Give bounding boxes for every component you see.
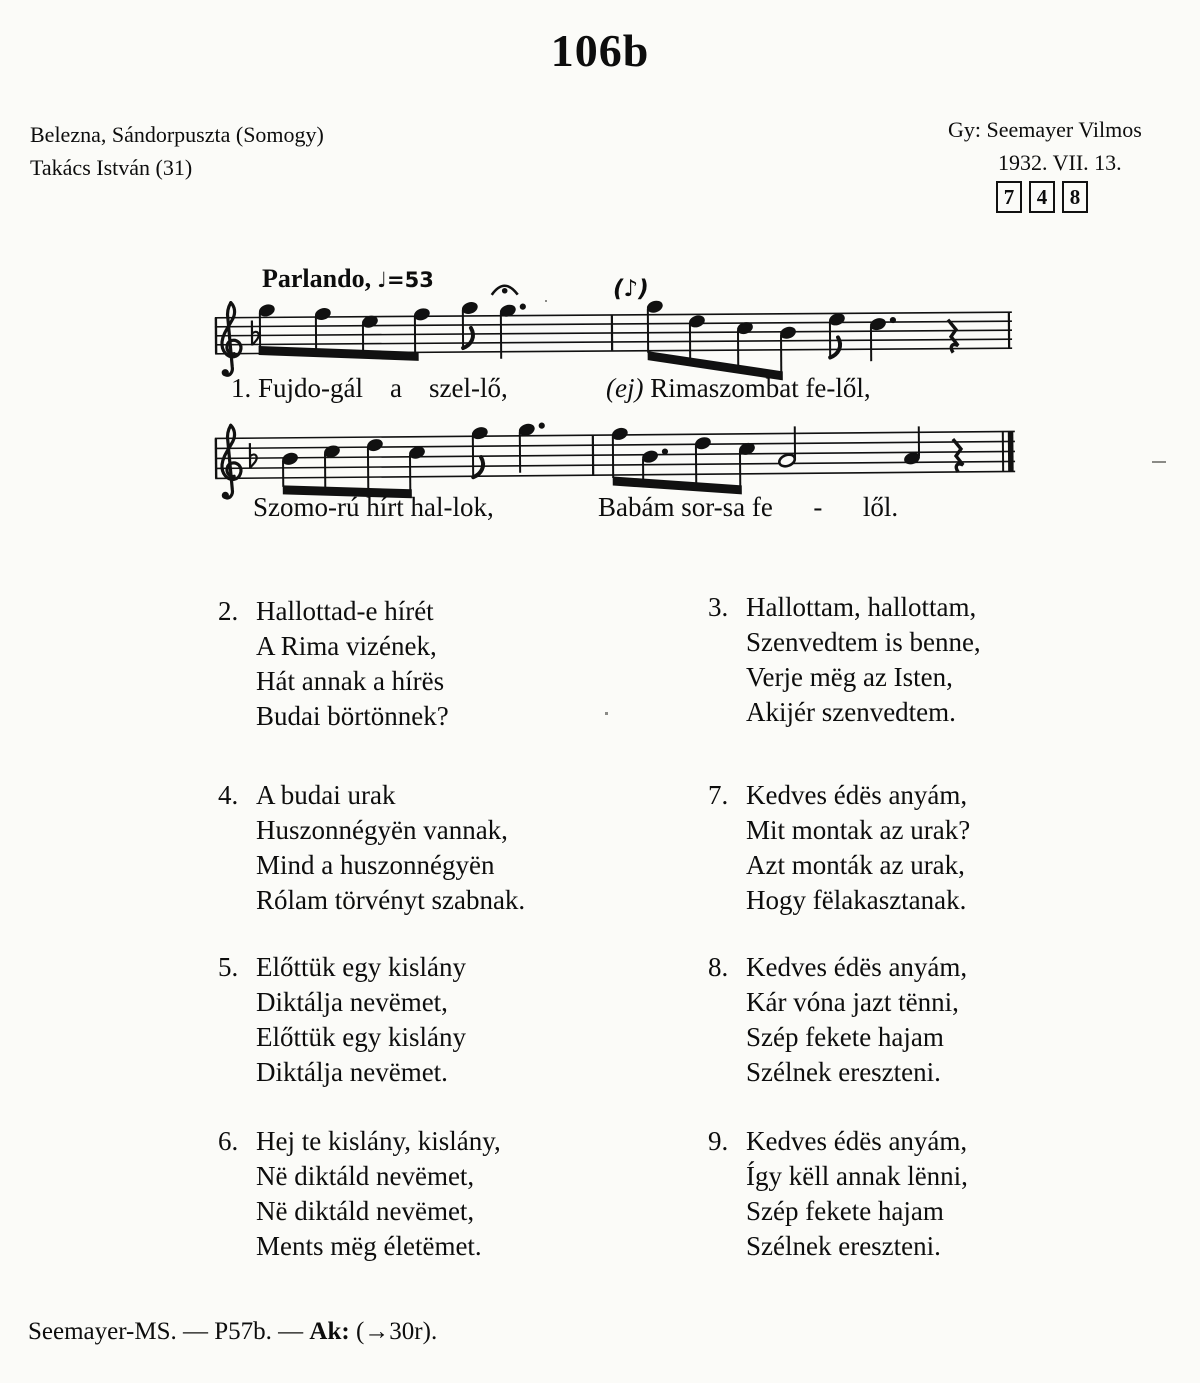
flag: [463, 328, 473, 348]
grace-note-indicator: (♪): [613, 276, 649, 302]
code-box: 8: [1062, 181, 1088, 213]
scan-artifact: [1152, 461, 1166, 463]
verse-block-3: [708, 590, 981, 730]
eighth-note: [471, 426, 489, 477]
eighth-note: [828, 312, 846, 357]
verse-line: Akijér szenvedtem.: [746, 697, 956, 727]
verse-lines: [746, 1124, 968, 1264]
verse-line: Kedves édës anyám,: [746, 1126, 968, 1156]
verse-block-8: [708, 950, 967, 1090]
verse-number: 4.: [218, 780, 239, 810]
tempo-label: Parlando,: [262, 264, 372, 293]
verse-lines: [256, 950, 466, 1090]
verse-number: 2.: [218, 596, 239, 626]
verse-line: Në diktáld nevëmet,: [256, 1161, 475, 1191]
flat-icon: [250, 443, 257, 468]
verse-number: 5.: [218, 952, 239, 982]
verse-lines: [256, 778, 525, 918]
verse-line: Szélnek ereszteni.: [746, 1057, 941, 1087]
lyric-line-1a: 1. Fujdo-gál a szel-lő,: [231, 373, 508, 403]
quarter-rest-icon: [953, 439, 963, 472]
dotted-quarter-note: [869, 317, 896, 361]
verse-line: Rólam törvényt szabnak.: [256, 885, 526, 915]
verse-block-6: [218, 1124, 501, 1264]
informant-name: Takács István (31): [30, 155, 193, 180]
verse-line: A Rima vizének,: [256, 631, 437, 661]
verse-block-5: [218, 950, 466, 1090]
verse-number: 9.: [708, 1126, 729, 1156]
verse-line: Diktálja nevëmet,: [256, 987, 448, 1017]
verse-line: Hát annak a hírës: [256, 666, 445, 696]
verse-line: Szenvedtem is benne,: [746, 627, 981, 657]
collector-name: Gy: Seemayer Vilmos: [948, 117, 1142, 142]
verse-line: Diktálja nevëmet.: [256, 1057, 448, 1087]
scan-artifact: [545, 300, 547, 302]
verse-line: Azt monták az urak,: [746, 850, 965, 880]
beamed-note-group: [611, 425, 756, 495]
verse-block-4: [218, 778, 525, 918]
verse-line: Kedves édës anyám,: [746, 780, 968, 810]
staff-2: [215, 418, 1016, 499]
verse-line: Verje mëg az Isten,: [746, 662, 953, 692]
verse-lines: [256, 1124, 501, 1264]
verse-lines: [746, 778, 970, 918]
verse-line: Szép fekete hajam: [746, 1022, 944, 1052]
verse-line: A budai urak: [256, 780, 396, 810]
fermata-icon: [492, 286, 518, 295]
verse-line: Szép fekete hajam: [746, 1196, 944, 1226]
verse-block-2: [218, 594, 449, 734]
verse-line: Előttük egy kislány: [256, 952, 466, 982]
verse-line: Hej te kislány, kislány,: [256, 1126, 501, 1156]
lyric-line-1b: [606, 373, 871, 404]
verse-line: Előttük egy kislány: [256, 1022, 466, 1052]
verse-number: 8.: [708, 952, 729, 982]
scan-artifact: [605, 712, 608, 715]
lyric-line-1b-text: Rimaszombat fe-lől,: [643, 373, 871, 403]
verse-number: 6.: [218, 1126, 239, 1156]
verse-line: Szélnek ereszteni.: [746, 1231, 941, 1261]
page-title: 106b: [550, 25, 650, 76]
verse-line: Így këll annak lënni,: [746, 1161, 968, 1191]
verse-line: Në diktáld nevëmet,: [256, 1196, 475, 1226]
tempo-marking: [262, 264, 434, 294]
verse-line: Kedves édës anyám,: [746, 952, 968, 982]
verse-number: 3.: [708, 592, 729, 622]
dotted-quarter-note: [499, 303, 526, 358]
tempo-value: ♩=53: [377, 268, 434, 292]
code-box: 7: [996, 181, 1022, 213]
treble-clef-icon: [221, 303, 241, 377]
verse-line: Mit montak az urak?: [746, 815, 971, 845]
verse-block-7: [708, 778, 970, 918]
collection-date: 1932. VII. 13.: [998, 150, 1122, 175]
code-box: 4: [1029, 181, 1055, 213]
verse-lines: [746, 950, 967, 1090]
verse-block-9: [708, 1124, 968, 1264]
ak-value: (→30r).: [349, 1318, 438, 1345]
verse-lines: [256, 594, 449, 734]
source-reference: [28, 1318, 437, 1346]
beamed-note-group: [258, 302, 431, 361]
verse-line: Hogy fëlakasztanak.: [746, 885, 967, 915]
verse-number: 7.: [708, 780, 729, 810]
verse-line: Huszonnégyën vannak,: [256, 815, 508, 845]
beam: [259, 345, 418, 361]
music-notation: [0, 0, 1200, 540]
verse-line: Hallottad-e hírét: [256, 596, 434, 626]
verse-line: Mind a huszonnégyën: [256, 850, 495, 880]
ak-label: Ak:: [309, 1318, 350, 1345]
lyric-line-2b: Babám sor-sa fe - lől.: [598, 492, 899, 522]
lyric-line-2a: Szomo-rú hírt hal-lok,: [253, 492, 494, 522]
lyric-ej: (ej): [606, 373, 644, 403]
beamed-note-group: [646, 298, 797, 380]
quarter-rest-icon: [948, 320, 958, 353]
flag: [473, 457, 483, 477]
verse-line: Hallottam, hallottam,: [746, 592, 977, 622]
origin-place: Belezna, Sándorpuszta (Somogy): [30, 122, 324, 147]
source-text: Seemayer-MS. — P57b. —: [28, 1318, 310, 1345]
treble-clef-icon: [221, 425, 241, 499]
verse-lines: [746, 590, 981, 730]
verse-line: Kár vóna jazt tënni,: [746, 987, 959, 1017]
verse-line: Budai börtönnek?: [256, 701, 449, 731]
flat-icon: [252, 320, 259, 345]
verse-line: Ments mëg életëmet.: [256, 1231, 482, 1261]
